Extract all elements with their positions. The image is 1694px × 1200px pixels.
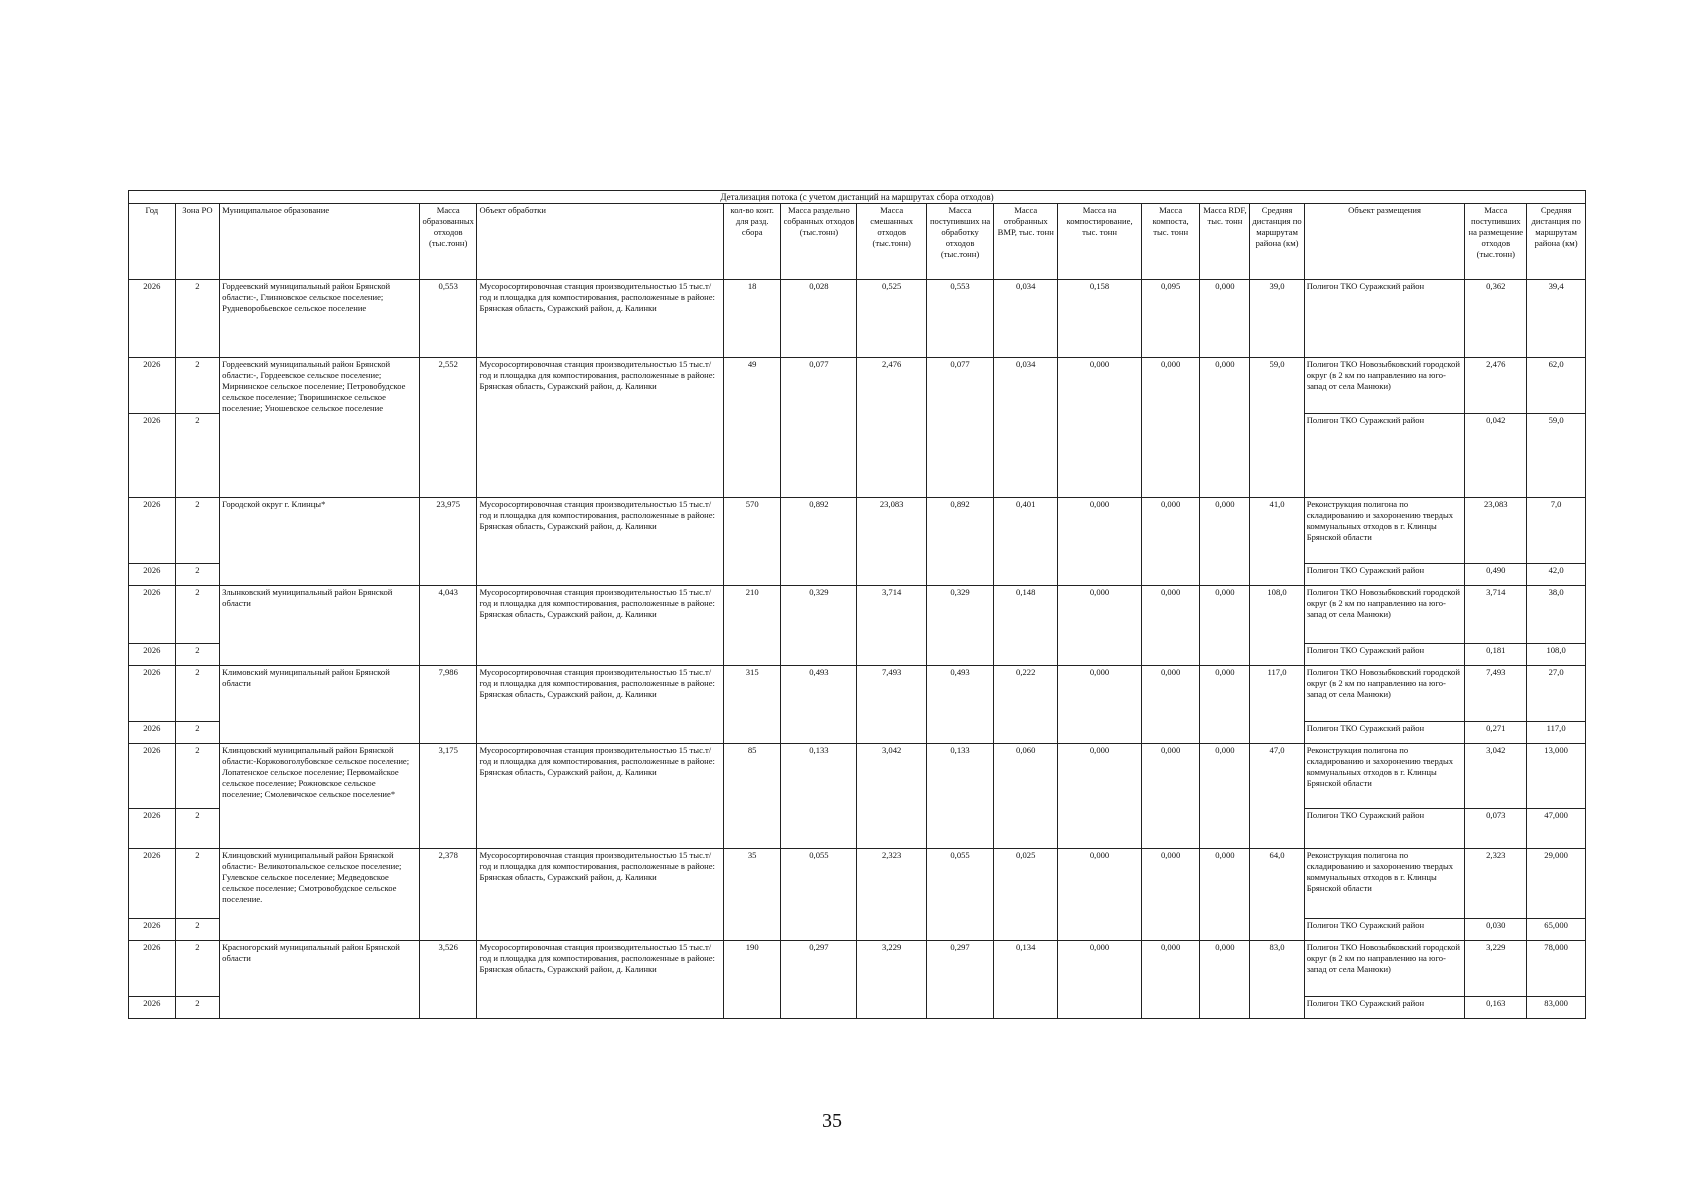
table-row (129, 941, 1586, 997)
processing-object-cell: Мусоросортировочная станция производительностью 15 тыс.т/год и площадка для компостирования, расположенные в районе: Брянская область, Суражский район, д. Калинки (477, 849, 723, 941)
mass-compost-in-cell: 0,000 (1058, 941, 1142, 1019)
mass-incoming-cell: 0,297 (926, 941, 993, 1019)
mass-mixed-cell: 2,476 (857, 358, 926, 498)
avg-distance-cell: 83,0 (1250, 941, 1304, 1019)
mass-compost-in-cell: 0,000 (1058, 666, 1142, 744)
header-rdf: Масса RDF, тыс. тонн (1200, 204, 1250, 280)
table-row (129, 358, 1586, 414)
processing-object-cell: Мусоросортировочная станция производительностью 15 тыс.т/год и площадка для компостирования, расположенные в районе: Брянская область, Суражский район, д. Калинки (477, 498, 723, 586)
mass-vmr-cell: 0,401 (994, 498, 1058, 586)
header-avg-distance: Средняя дистанция по маршрутам района (км) (1250, 204, 1304, 280)
header-mass-vmr: Масса отобранных ВМР, тыс. тонн (994, 204, 1058, 280)
header-mass-incoming: Масса поступивших на обработку отходов (тыс.тонн) (926, 204, 993, 280)
placement-object-cell: Полигон ТКО Новозыбковский городской округ (в 2 км по направлению на юго-запад от села Манюки) (1304, 941, 1465, 997)
rdf-cell: 0,000 (1200, 280, 1250, 358)
mass-placed-cell: 0,181 (1465, 644, 1527, 666)
header-placement-object: Объект размещения (1304, 204, 1465, 280)
year-cell: 2026 (129, 414, 176, 498)
mass-incoming-cell: 0,133 (926, 744, 993, 849)
mass-separate-cell: 0,028 (781, 280, 857, 358)
mass-compost-in-cell: 0,000 (1058, 358, 1142, 498)
municipality-cell: Городской округ г. Клинцы* (220, 498, 420, 586)
containers-cell: 18 (723, 280, 781, 358)
placement-object-cell: Полигон ТКО Суражский район (1304, 564, 1465, 586)
year-cell: 2026 (129, 722, 176, 744)
mass-placed-cell: 0,042 (1465, 414, 1527, 498)
year-cell: 2026 (129, 564, 176, 586)
mass-placed-cell: 0,362 (1465, 280, 1527, 358)
placement-object-cell: Полигон ТКО Новозыбковский городской округ (в 2 км по направлению на юго-запад от села Манюки) (1304, 586, 1465, 644)
zone-cell: 2 (175, 809, 220, 849)
processing-object-cell: Мусоросортировочная станция производительностью 15 тыс.т/год и площадка для компостирования, расположенные в районе: Брянская область, Суражский район, д. Калинки (477, 586, 723, 666)
rdf-cell: 0,000 (1200, 358, 1250, 498)
avg-distance-cell: 117,0 (1250, 666, 1304, 744)
municipality-cell: Климовский муниципальный район Брянской области (220, 666, 420, 744)
placement-object-cell: Полигон ТКО Новозыбковский городской округ (в 2 км по направлению на юго-запад от села Манюки) (1304, 358, 1465, 414)
table-row (129, 280, 1586, 358)
mass-vmr-cell: 0,025 (994, 849, 1058, 941)
containers-cell: 49 (723, 358, 781, 498)
mass-mixed-cell: 0,525 (857, 280, 926, 358)
zone-cell: 2 (175, 997, 220, 1019)
municipality-cell: Гордеевский муниципальный район Брянской области:-, Гордеевское сельское поселение; Мирнинское сельское поселение; Петровобудское сельское поселение; Творишинское сельское поселение; Уношевское сельское поселение (220, 358, 420, 498)
flow-detail-sheet (128, 190, 1586, 1019)
mass-placed-cell: 2,476 (1465, 358, 1527, 414)
mass-incoming-cell: 0,077 (926, 358, 993, 498)
mass-placed-cell: 0,271 (1465, 722, 1527, 744)
year-cell: 2026 (129, 809, 176, 849)
mass-compost-in-cell: 0,158 (1058, 280, 1142, 358)
route-distance-cell: 65,000 (1527, 919, 1586, 941)
mass-compost-cell: 0,095 (1141, 280, 1200, 358)
year-cell: 2026 (129, 941, 176, 997)
mass-mixed-cell: 2,323 (857, 849, 926, 941)
mass-vmr-cell: 0,034 (994, 280, 1058, 358)
year-cell: 2026 (129, 358, 176, 414)
zone-cell: 2 (175, 414, 220, 498)
placement-object-cell: Полигон ТКО Суражский район (1304, 919, 1465, 941)
route-distance-cell: 117,0 (1527, 722, 1586, 744)
header-mass-compost: Масса компоста, тыс. тонн (1141, 204, 1200, 280)
zone-cell: 2 (175, 919, 220, 941)
processing-object-cell: Мусоросортировочная станция производительностью 15 тыс.т/год и площадка для компостирования, расположенные в районе: Брянская область, Суражский район, д. Калинки (477, 358, 723, 498)
mass-placed-cell: 0,030 (1465, 919, 1527, 941)
mass-placed-cell: 23,083 (1465, 498, 1527, 564)
year-cell: 2026 (129, 997, 176, 1019)
mass-generated-cell: 2,552 (419, 358, 477, 498)
containers-cell: 190 (723, 941, 781, 1019)
containers-cell: 570 (723, 498, 781, 586)
mass-vmr-cell: 0,134 (994, 941, 1058, 1019)
zone-cell: 2 (175, 564, 220, 586)
placement-object-cell: Полигон ТКО Суражский район (1304, 809, 1465, 849)
mass-compost-cell: 0,000 (1141, 744, 1200, 849)
header-containers: кол-во конт. для разд. сбора (723, 204, 781, 280)
mass-compost-cell: 0,000 (1141, 358, 1200, 498)
municipality-cell: Клинцовский муниципальный район Брянской области:- Великотопальское сельское поселение; Гулевское сельское поселение; Медведовское сельское поселение; Смотровобудское сельское поселение. (220, 849, 420, 941)
containers-cell: 315 (723, 666, 781, 744)
zone-cell: 2 (175, 941, 220, 997)
mass-placed-cell: 0,073 (1465, 809, 1527, 849)
mass-incoming-cell: 0,493 (926, 666, 993, 744)
mass-generated-cell: 3,526 (419, 941, 477, 1019)
mass-incoming-cell: 0,055 (926, 849, 993, 941)
municipality-cell: Злынковский муниципальный район Брянской области (220, 586, 420, 666)
mass-mixed-cell: 23,083 (857, 498, 926, 586)
year-cell: 2026 (129, 280, 176, 358)
zone-cell: 2 (175, 849, 220, 919)
mass-incoming-cell: 0,329 (926, 586, 993, 666)
table-row (129, 744, 1586, 809)
mass-mixed-cell: 3,714 (857, 586, 926, 666)
avg-distance-cell: 64,0 (1250, 849, 1304, 941)
processing-object-cell: Мусоросортировочная станция производительностью 15 тыс.т/год и площадка для компостирования, расположенные в районе: Брянская область, Суражский район, д. Калинки (477, 666, 723, 744)
zone-cell: 2 (175, 358, 220, 414)
mass-generated-cell: 7,986 (419, 666, 477, 744)
header-municipality: Муниципальное образование (220, 204, 420, 280)
route-distance-cell: 29,000 (1527, 849, 1586, 919)
route-distance-cell: 13,000 (1527, 744, 1586, 809)
route-distance-cell: 108,0 (1527, 644, 1586, 666)
rdf-cell: 0,000 (1200, 586, 1250, 666)
mass-placed-cell: 2,323 (1465, 849, 1527, 919)
processing-object-cell: Мусоросортировочная станция производительностью 15 тыс.т/год и площадка для компостирования, расположенные в районе: Брянская область, Суражский район, д. Калинки (477, 941, 723, 1019)
mass-compost-cell: 0,000 (1141, 849, 1200, 941)
mass-separate-cell: 0,892 (781, 498, 857, 586)
avg-distance-cell: 41,0 (1250, 498, 1304, 586)
route-distance-cell: 83,000 (1527, 997, 1586, 1019)
table-caption: Детализация потока (с учетом дистанций на маршрутах сбора отходов) (128, 190, 1586, 203)
mass-generated-cell: 3,175 (419, 744, 477, 849)
mass-separate-cell: 0,493 (781, 666, 857, 744)
mass-placed-cell: 0,163 (1465, 997, 1527, 1019)
zone-cell: 2 (175, 722, 220, 744)
placement-object-cell: Полигон ТКО Суражский район (1304, 644, 1465, 666)
header-year: Год (129, 204, 176, 280)
mass-generated-cell: 23,975 (419, 498, 477, 586)
mass-separate-cell: 0,329 (781, 586, 857, 666)
mass-vmr-cell: 0,148 (994, 586, 1058, 666)
route-distance-cell: 47,000 (1527, 809, 1586, 849)
mass-vmr-cell: 0,034 (994, 358, 1058, 498)
mass-mixed-cell: 3,042 (857, 744, 926, 849)
rdf-cell: 0,000 (1200, 941, 1250, 1019)
mass-compost-cell: 0,000 (1141, 586, 1200, 666)
flow-table (128, 203, 1586, 1019)
mass-compost-in-cell: 0,000 (1058, 586, 1142, 666)
header-route-distance: Средняя дистанция по маршрутам района (км) (1527, 204, 1586, 280)
containers-cell: 210 (723, 586, 781, 666)
mass-compost-in-cell: 0,000 (1058, 849, 1142, 941)
mass-generated-cell: 2,378 (419, 849, 477, 941)
containers-cell: 85 (723, 744, 781, 849)
year-cell: 2026 (129, 849, 176, 919)
table-body (129, 280, 1586, 1019)
mass-placed-cell: 7,493 (1465, 666, 1527, 722)
route-distance-cell: 38,0 (1527, 586, 1586, 644)
mass-placed-cell: 3,714 (1465, 586, 1527, 644)
route-distance-cell: 62,0 (1527, 358, 1586, 414)
mass-vmr-cell: 0,222 (994, 666, 1058, 744)
placement-object-cell: Полигон ТКО Суражский район (1304, 414, 1465, 498)
placement-object-cell: Полигон ТКО Суражский район (1304, 722, 1465, 744)
table-row (129, 586, 1586, 644)
containers-cell: 35 (723, 849, 781, 941)
table-row (129, 849, 1586, 919)
header-mass-placed: Масса поступивших на размещение отходов (тыс.тонн) (1465, 204, 1527, 280)
mass-compost-in-cell: 0,000 (1058, 744, 1142, 849)
mass-incoming-cell: 0,892 (926, 498, 993, 586)
mass-placed-cell: 0,490 (1465, 564, 1527, 586)
year-cell: 2026 (129, 744, 176, 809)
year-cell: 2026 (129, 919, 176, 941)
header-mass-mixed: Масса смешанных отходов (тыс.тонн) (857, 204, 926, 280)
page-number: 35 (822, 1110, 842, 1132)
zone-cell: 2 (175, 744, 220, 809)
municipality-cell: Гордеевский муниципальный район Брянской области:-, Глинновское сельское поселение; Рудневоробьевское сельское поселение (220, 280, 420, 358)
year-cell: 2026 (129, 644, 176, 666)
mass-compost-cell: 0,000 (1141, 941, 1200, 1019)
mass-compost-cell: 0,000 (1141, 666, 1200, 744)
placement-object-cell: Реконструкция полигона по складированию и захоронению твердых коммунальных отходов в г. Клинцы Брянской области (1304, 498, 1465, 564)
mass-compost-in-cell: 0,000 (1058, 498, 1142, 586)
header-mass-compost-in: Масса на компостирование, тыс. тонн (1058, 204, 1142, 280)
placement-object-cell: Полигон ТКО Новозыбковский городской округ (в 2 км по направлению на юго-запад от села Манюки) (1304, 666, 1465, 722)
table-row (129, 498, 1586, 564)
rdf-cell: 0,000 (1200, 744, 1250, 849)
mass-mixed-cell: 3,229 (857, 941, 926, 1019)
zone-cell: 2 (175, 498, 220, 564)
header-mass-separate: Масса раздельно собранных отходов (тыс.тонн) (781, 204, 857, 280)
municipality-cell: Красногорский муниципальный район Брянской области (220, 941, 420, 1019)
mass-incoming-cell: 0,553 (926, 280, 993, 358)
mass-separate-cell: 0,297 (781, 941, 857, 1019)
mass-generated-cell: 4,043 (419, 586, 477, 666)
municipality-cell: Клинцовский муниципальный район Брянской области:-Коржовоголубовское сельское поселение; Лопатенское сельское поселение; Первомайское сельское поселение; Рожновское сельское поселение; Смолевичское сельское поселение* (220, 744, 420, 849)
route-distance-cell: 42,0 (1527, 564, 1586, 586)
year-cell: 2026 (129, 666, 176, 722)
avg-distance-cell: 59,0 (1250, 358, 1304, 498)
year-cell: 2026 (129, 498, 176, 564)
header-processing-object: Объект обработки (477, 204, 723, 280)
year-cell: 2026 (129, 586, 176, 644)
header-zone: Зона РО (175, 204, 220, 280)
processing-object-cell: Мусоросортировочная станция производительностью 15 тыс.т/год и площадка для компостирования, расположенные в районе: Брянская область, Суражский район, д. Калинки (477, 744, 723, 849)
avg-distance-cell: 39,0 (1250, 280, 1304, 358)
mass-placed-cell: 3,042 (1465, 744, 1527, 809)
zone-cell: 2 (175, 644, 220, 666)
route-distance-cell: 39,4 (1527, 280, 1586, 358)
placement-object-cell: Реконструкция полигона по складированию и захоронению твердых коммунальных отходов в г. Клинцы Брянской области (1304, 849, 1465, 919)
zone-cell: 2 (175, 586, 220, 644)
rdf-cell: 0,000 (1200, 666, 1250, 744)
route-distance-cell: 7,0 (1527, 498, 1586, 564)
mass-separate-cell: 0,055 (781, 849, 857, 941)
table-row (129, 666, 1586, 722)
mass-separate-cell: 0,133 (781, 744, 857, 849)
rdf-cell: 0,000 (1200, 849, 1250, 941)
rdf-cell: 0,000 (1200, 498, 1250, 586)
mass-placed-cell: 3,229 (1465, 941, 1527, 997)
avg-distance-cell: 47,0 (1250, 744, 1304, 849)
mass-separate-cell: 0,077 (781, 358, 857, 498)
processing-object-cell: Мусоросортировочная станция производительностью 15 тыс.т/год и площадка для компостирования, расположенные в районе: Брянская область, Суражский район, д. Калинки (477, 280, 723, 358)
mass-generated-cell: 0,553 (419, 280, 477, 358)
mass-vmr-cell: 0,060 (994, 744, 1058, 849)
placement-object-cell: Полигон ТКО Суражский район (1304, 280, 1465, 358)
zone-cell: 2 (175, 280, 220, 358)
zone-cell: 2 (175, 666, 220, 722)
mass-mixed-cell: 7,493 (857, 666, 926, 744)
header-row (129, 204, 1586, 280)
route-distance-cell: 78,000 (1527, 941, 1586, 997)
route-distance-cell: 59,0 (1527, 414, 1586, 498)
placement-object-cell: Полигон ТКО Суражский район (1304, 997, 1465, 1019)
placement-object-cell: Реконструкция полигона по складированию и захоронению твердых коммунальных отходов в г. Клинцы Брянской области (1304, 744, 1465, 809)
mass-compost-cell: 0,000 (1141, 498, 1200, 586)
header-mass-generated: Масса образованных отходов (тыс.тонн) (419, 204, 477, 280)
avg-distance-cell: 108,0 (1250, 586, 1304, 666)
route-distance-cell: 27,0 (1527, 666, 1586, 722)
